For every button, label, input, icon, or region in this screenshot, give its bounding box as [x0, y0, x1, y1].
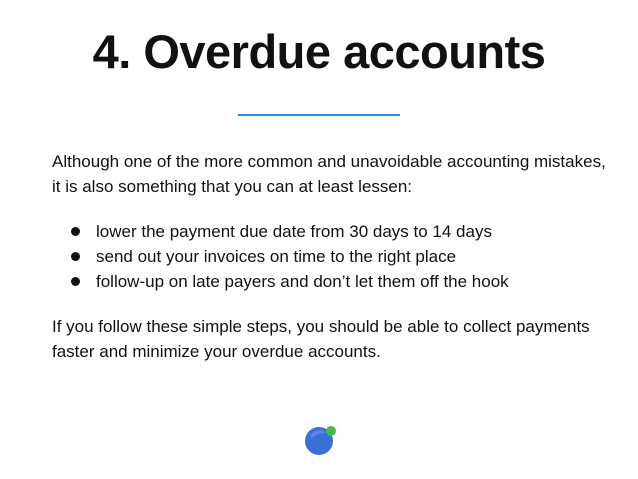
list-item — [52, 269, 612, 294]
list-item-text: send out your invoices on time to the right place — [96, 247, 457, 266]
list-item — [52, 219, 612, 244]
tips-list — [52, 219, 612, 294]
list-item — [52, 244, 612, 269]
bullet-icon — [71, 252, 80, 261]
bullet-icon — [71, 227, 80, 236]
bullet-icon — [71, 277, 80, 286]
logo-accent-dot — [326, 426, 336, 436]
slide-body — [52, 149, 612, 364]
brand-logo-icon — [304, 425, 338, 457]
intro-paragraph: Although one of the more common and unavoidable accounting mistakes, it is also something that you can at least lessen: — [52, 152, 606, 196]
title-divider — [238, 114, 400, 116]
list-item-text: follow-up on late payers and don’t let them off the hook — [96, 272, 509, 291]
slide-title: 4. Overdue accounts — [92, 25, 546, 78]
list-item-text: lower the payment due date from 30 days to 14 days — [96, 222, 492, 241]
conclusion-paragraph: If you follow these simple steps, you should be able to collect payments faster and minimize your overdue accounts. — [52, 317, 590, 361]
